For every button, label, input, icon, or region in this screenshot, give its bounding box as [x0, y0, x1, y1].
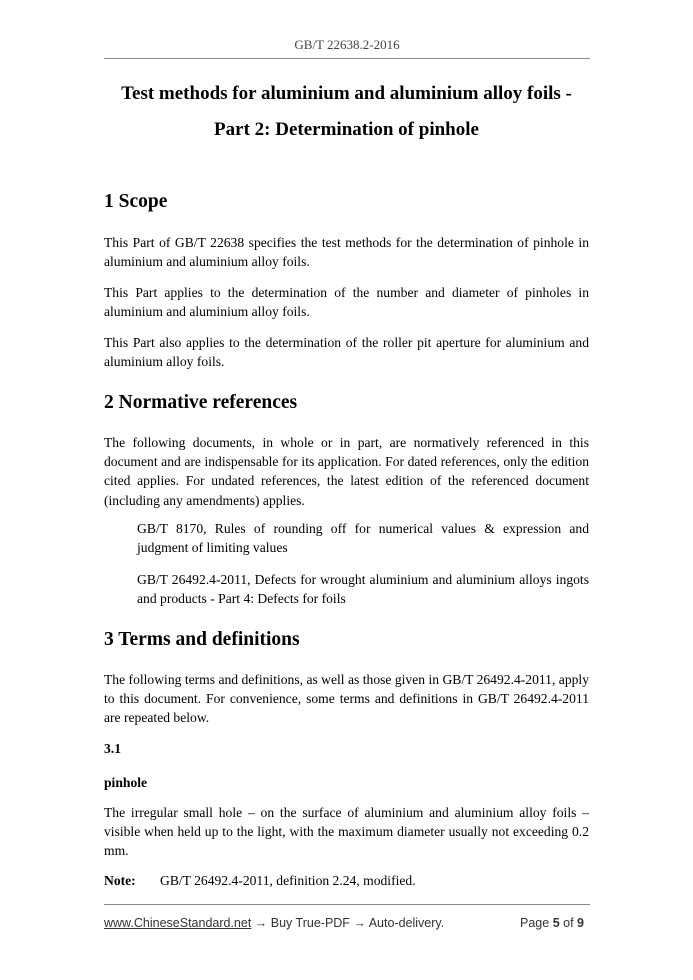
terms-intro-paragraph: The following terms and definitions, as well as those given in GB/T 26492.4-2011, apply to this document. For convenience, some terms and definitions in GB/T 26492.4-2011 are repeated below.: [104, 672, 589, 726]
term-note: [104, 873, 416, 889]
page-header: [104, 0, 590, 59]
normative-intro-paragraph: The following documents, in whole or in part, are normatively referenced in this document and are indispensable for its application. For dated references, only the edition cited applies. For undated references, the latest edition of the referenced document (including any amendments) applies.: [104, 435, 589, 508]
page-of: of: [563, 916, 574, 930]
reference-item: GB/T 8170, Rules of rounding off for numerical values & expression and judgment of limiting values: [137, 521, 589, 556]
standard-code: GB/T 22638.2-2016: [294, 37, 400, 52]
title-line-1: Test methods for aluminium and aluminium alloy foils -: [121, 83, 572, 104]
footer-left: [104, 916, 444, 930]
reference-item: GB/T 26492.4-2011, Defects for wrought aluminium and aluminium alloys ingots and products - Part 4: Defects for foils: [137, 572, 589, 607]
section-3-heading: 3 Terms and definitions: [104, 629, 300, 650]
scope-paragraph-2: This Part applies to the determination of the number and diameter of pinholes in aluminium and aluminium alloy foils.: [104, 285, 589, 320]
page-label: Page: [520, 916, 550, 930]
term-definition: The irregular small hole – on the surface of aluminium and aluminium alloy foils – visible when held up to the light, with the maximum diameter usually not exceeding 0.2 mm.: [104, 805, 589, 859]
note-label: Note:: [104, 873, 136, 888]
footer-tagline: → Buy True-PDF → Auto-delivery.: [251, 916, 445, 930]
scope-paragraph-3: This Part also applies to the determination of the roller pit aperture for aluminium and aluminium alloy foils.: [104, 335, 589, 370]
note-text: GB/T 26492.4-2011, definition 2.24, modified.: [160, 873, 416, 888]
title-line-2: Part 2: Determination of pinhole: [214, 119, 479, 140]
term-number: 3.1: [104, 741, 121, 756]
footer-divider: [104, 904, 590, 905]
term-name: pinhole: [104, 775, 148, 790]
page-total: 9: [577, 916, 584, 930]
scope-paragraph-1: This Part of GB/T 22638 specifies the test methods for the determination of pinhole in aluminium and aluminium alloy foils.: [104, 235, 589, 270]
section-1-heading: 1 Scope: [104, 191, 168, 212]
website-link[interactable]: www.ChineseStandard.net: [104, 916, 252, 930]
page-number: [520, 916, 584, 930]
document-title: [60, 82, 633, 142]
page-current: 5: [552, 916, 560, 930]
section-2-heading: 2 Normative references: [104, 392, 298, 413]
